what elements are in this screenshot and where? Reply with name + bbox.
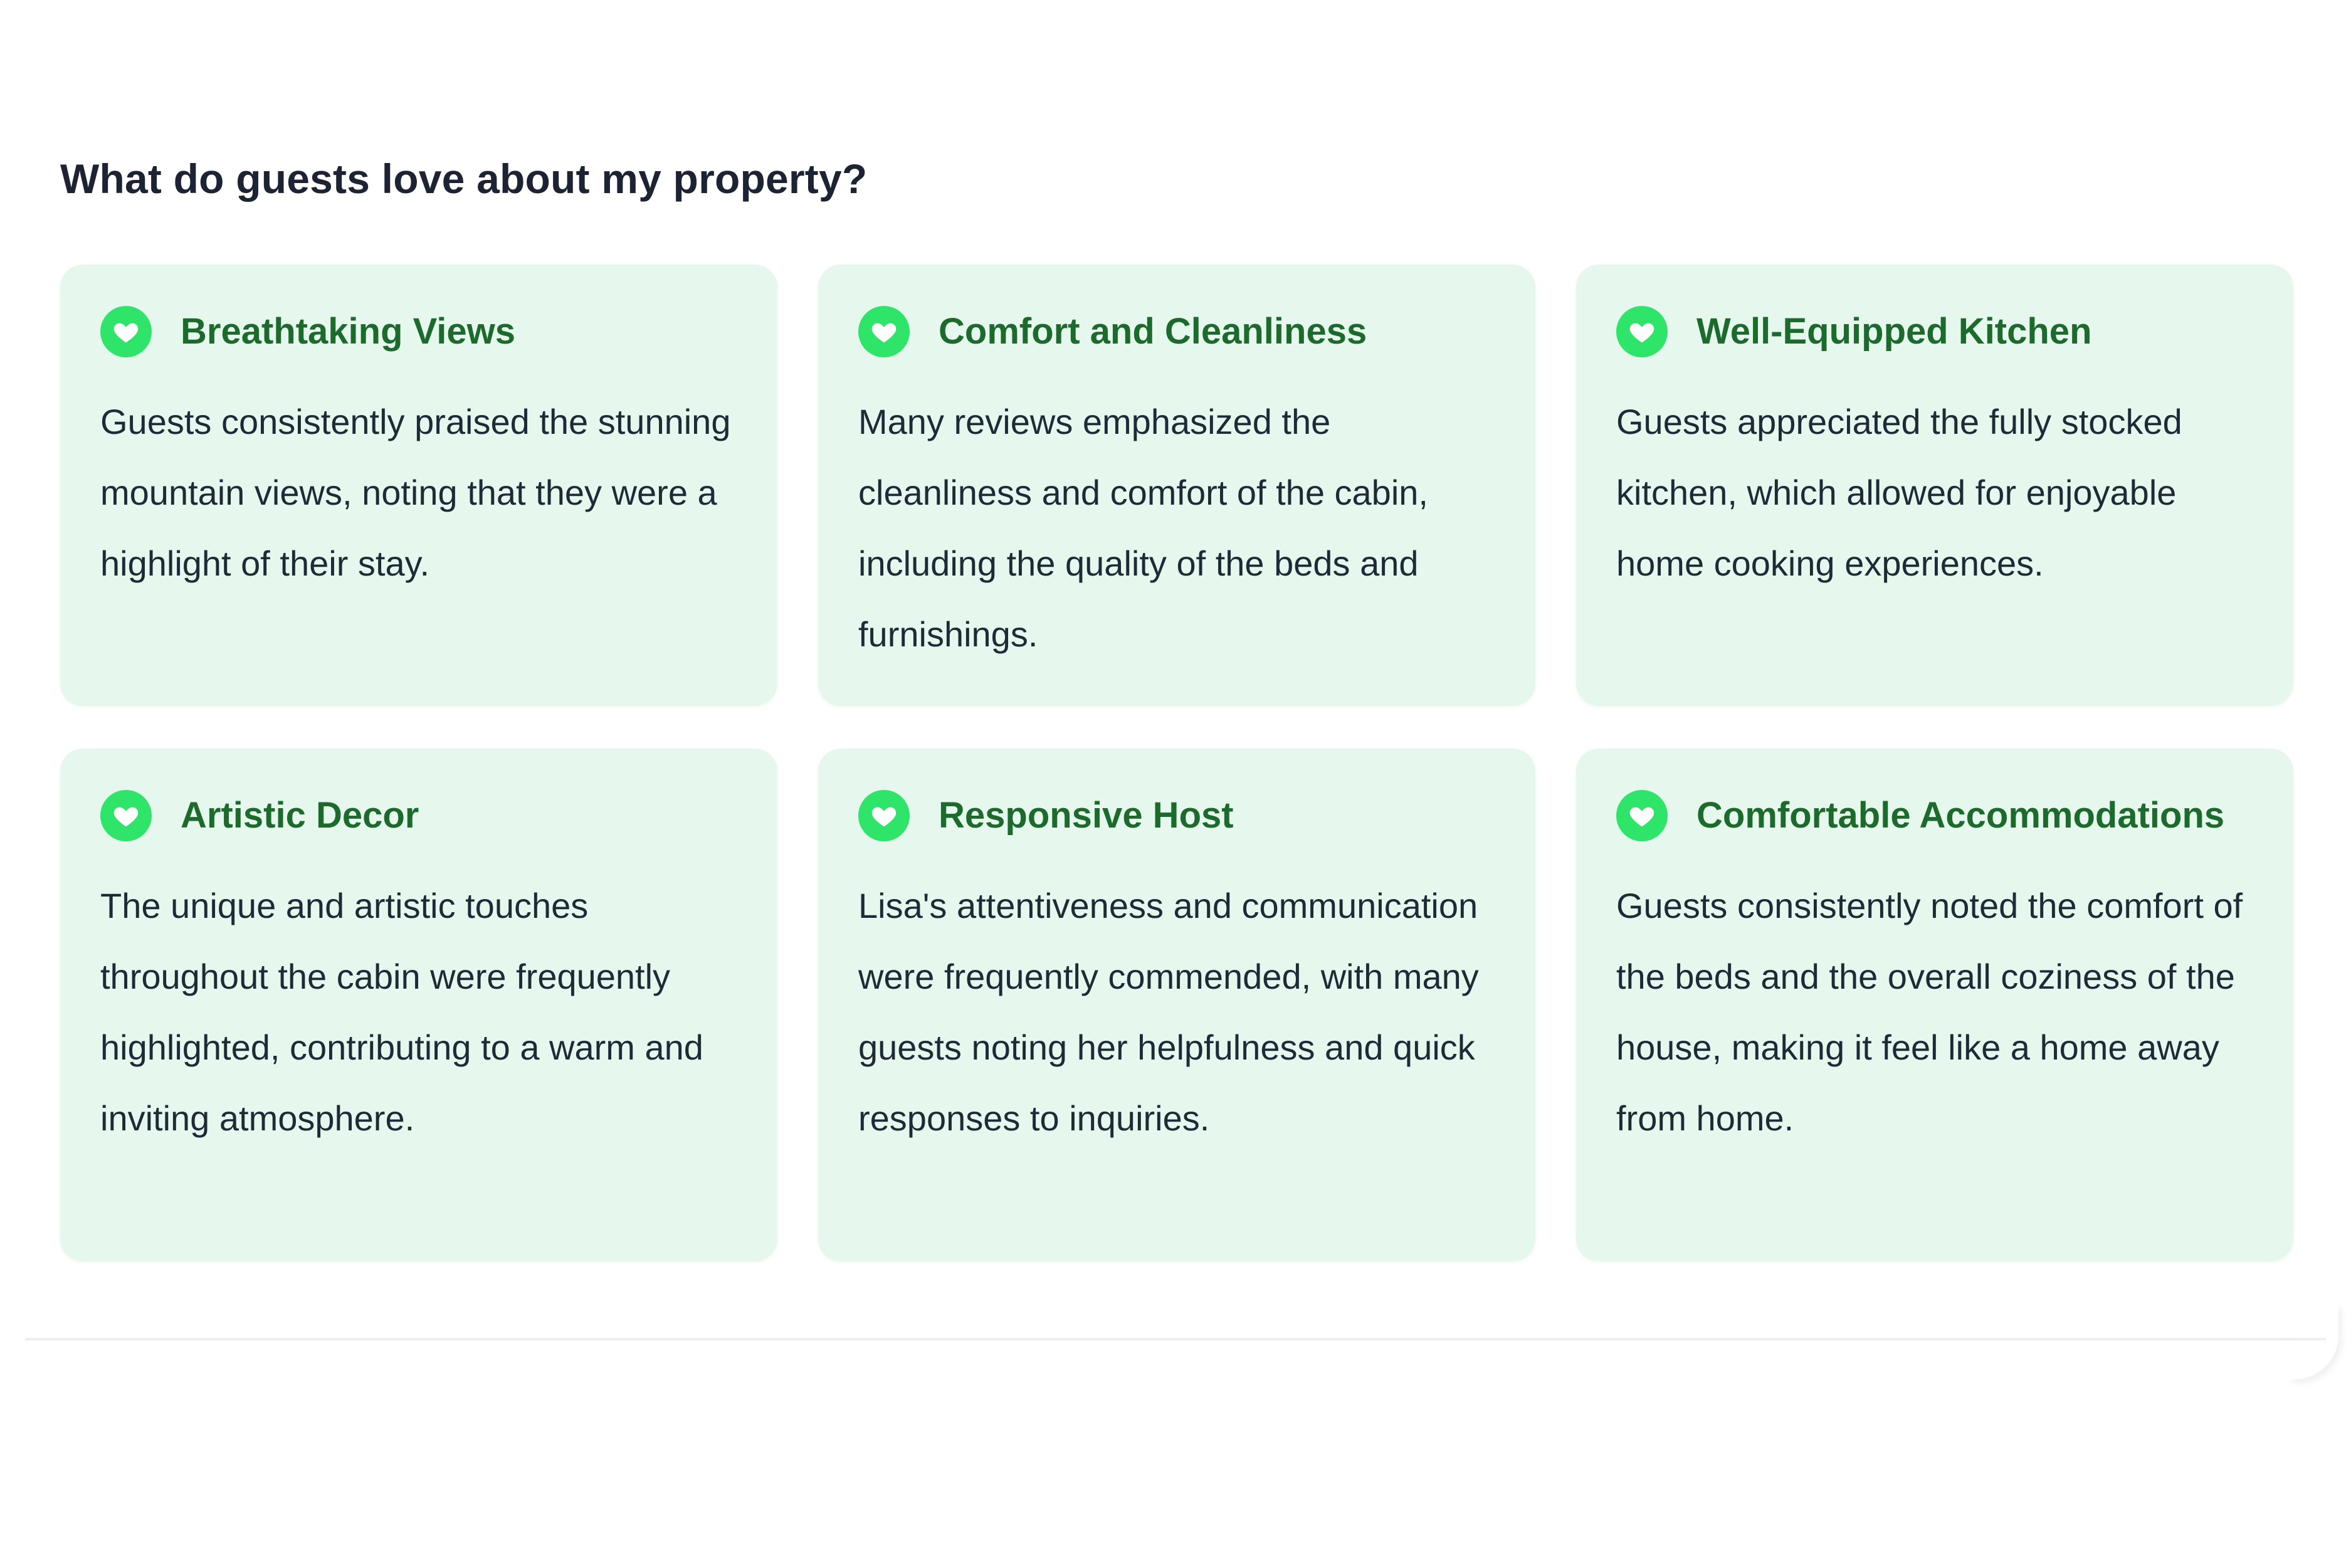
card-description: Many reviews emphasized the cleanliness and comfort of the cabin, including the quality of the beds and furnishings. (858, 402, 1428, 654)
heart-icon (858, 306, 910, 357)
card-description: The unique and artistic touches throughout the cabin were frequently highlighted, contributing to a warm and inviting atmosphere. (100, 886, 703, 1138)
heart-icon (1616, 790, 1668, 841)
card-header (1616, 306, 2253, 359)
card-description: Guests consistently noted the comfort of the beds and the overall coziness of the house, making it feel like a home away from home. (1616, 886, 2243, 1138)
card-header (1616, 790, 2253, 843)
highlight-card-responsive-host (818, 749, 1535, 1261)
card-description: Guests consistently praised the stunning mountain views, noting that they were a highlight of their stay. (100, 402, 731, 583)
heart-icon (1616, 306, 1668, 357)
highlight-card-comfort-and-cleanliness (818, 265, 1535, 706)
heart-icon (100, 306, 152, 357)
card-title: Well-Equipped Kitchen (1696, 311, 2092, 352)
card-header (100, 306, 737, 359)
card-header (100, 790, 737, 843)
card-description: Guests appreciated the fully stocked kitchen, which allowed for enjoyable home cooking experiences. (1616, 402, 2182, 583)
highlights-grid (60, 265, 2293, 1261)
heart-icon (100, 790, 152, 841)
card-title: Breathtaking Views (181, 311, 516, 352)
section-title: What do guests love about my property? (60, 155, 868, 202)
card-title: Comfortable Accommodations (1696, 795, 2225, 836)
highlight-card-well-equipped-kitchen (1576, 265, 2293, 706)
section-divider (25, 1338, 2326, 1340)
highlight-card-breathtaking-views (60, 265, 777, 706)
card-description: Lisa's attentiveness and communication were frequently commended, with many guests noting her helpfulness and quick responses to inquiries. (858, 886, 1479, 1138)
card-title: Comfort and Cleanliness (939, 311, 1367, 352)
card-title: Responsive Host (939, 795, 1234, 836)
highlight-card-artistic-decor (60, 749, 777, 1261)
card-header (858, 306, 1495, 359)
heart-icon (858, 790, 910, 841)
card-header (858, 790, 1495, 843)
highlight-card-comfortable-accommodations (1576, 749, 2293, 1261)
panel-corner (2288, 1304, 2338, 1379)
card-title: Artistic Decor (181, 795, 419, 836)
